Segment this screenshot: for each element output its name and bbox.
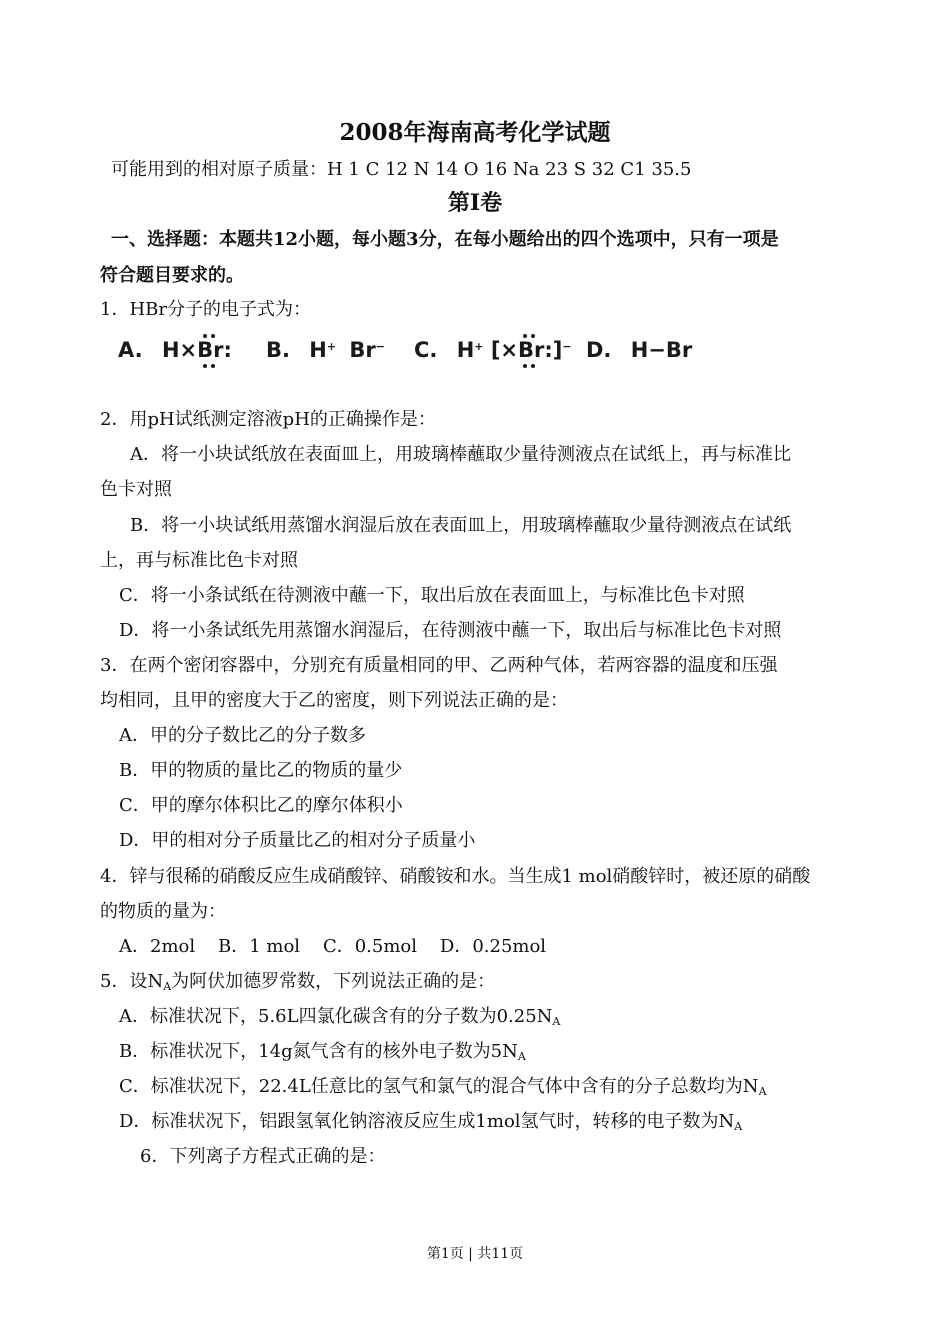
q3-stem-line2: 均相同，且甲的密度大于乙的密度，则下列说法正确的是： bbox=[100, 690, 568, 711]
q3-option-b: B．甲的物质的量比乙的物质的量少 bbox=[119, 760, 403, 781]
section-heading-line2: 符合题目要求的。 bbox=[100, 265, 244, 286]
q1-option-a: A. H×Br: bbox=[118, 338, 232, 362]
q3-stem-line1: 3．在两个密闭容器中，分别充有质量相同的甲、乙两种气体，若两容器的温度和压强 bbox=[100, 655, 778, 676]
q1-option-c-formula: [×Br:] bbox=[491, 338, 563, 362]
section-heading-line1: 一、选择题：本题共12小题，每小题3分，在每小题给出的四个选项中，只有一项是 bbox=[111, 229, 779, 250]
q5-option-b: B．标准状况下，14g氮气含有的核外电子数为$5N_A$ bbox=[119, 1041, 526, 1063]
q2-option-c: C．将一小条试纸在待测液中蘸一下，取出后放在表面皿上，与标准比色卡对照 bbox=[119, 585, 745, 606]
q5-option-a: A．标准状况下，5.6L四氯化碳含有的分子数为$0.25N_A$ bbox=[119, 1006, 561, 1028]
q3-option-d: D．甲的相对分子质量比乙的相对分子质量小 bbox=[119, 830, 476, 851]
q1-option-b: B. H+ Br− bbox=[266, 338, 385, 362]
q1-stem: 1．HBr分子的电子式为： bbox=[100, 299, 311, 320]
q4-stem-line1: 4．锌与很稀的硝酸反应生成硝酸锌、硝酸铵和水。当生成1 mol硝酸锌时，被还原的硝酸 bbox=[100, 866, 811, 887]
q2-option-a-line2: 色卡对照 bbox=[100, 479, 172, 500]
q2-option-b-line2: 上，再与标准比色卡对照 bbox=[100, 550, 298, 571]
q5-stem: 5．设$N_A$为阿伏加德罗常数，下列说法正确的是： bbox=[100, 971, 496, 993]
q4-options: A．2mol B．1 mol C．0.5mol D．0.25mol bbox=[119, 936, 547, 957]
volume-heading: 第I卷 bbox=[447, 190, 503, 216]
q2-stem: 2．用pH试纸测定溶液pH的正确操作是： bbox=[100, 409, 436, 430]
page-title: 2008年海南高考化学试题 bbox=[339, 119, 611, 146]
page-footer: 第1页 | 共11页 bbox=[426, 1246, 524, 1262]
atomic-masses: 可能用到的相对原子质量：H 1 C 12 N 14 O 16 Na 23 S 32 C1 35.5 bbox=[111, 159, 692, 180]
q2-option-a-line1: A．将一小块试纸放在表面皿上，用玻璃棒蘸取少量待测液点在试纸上，再与标准比 bbox=[130, 444, 791, 465]
q5-option-c: C．标准状况下，22.4L任意比的氢气和氯气的混合气体中含有的分子总数均为$N_A$ bbox=[119, 1076, 767, 1098]
q3-option-a: A．甲的分子数比乙的分子数多 bbox=[119, 725, 366, 746]
q1-option-a-formula: H×Br: bbox=[162, 338, 232, 362]
q2-option-b-line1: B．将一小块试纸用蒸馏水润湿后放在表面皿上，用玻璃棒蘸取少量待测液点在试纸 bbox=[130, 515, 792, 536]
q5-option-d: D．标准状况下，铝跟氢氧化钠溶液反应生成1mol氢气时，转移的电子数为$N_A$ bbox=[119, 1111, 743, 1133]
q1-formula-options bbox=[118, 328, 698, 372]
q3-option-c: C．甲的摩尔体积比乙的摩尔体积小 bbox=[119, 795, 403, 816]
q6-stem: 6．下列离子方程式正确的是： bbox=[140, 1146, 386, 1167]
q1-option-d: D. H−Br bbox=[586, 338, 693, 362]
q4-stem-line2: 的物质的量为： bbox=[100, 901, 226, 922]
q2-option-d: D．将一小条试纸先用蒸馏水润湿后，在待测液中蘸一下，取出后与标准比色卡对照 bbox=[119, 620, 782, 641]
q1-option-c: C. H+ [×Br:] − bbox=[414, 338, 572, 362]
